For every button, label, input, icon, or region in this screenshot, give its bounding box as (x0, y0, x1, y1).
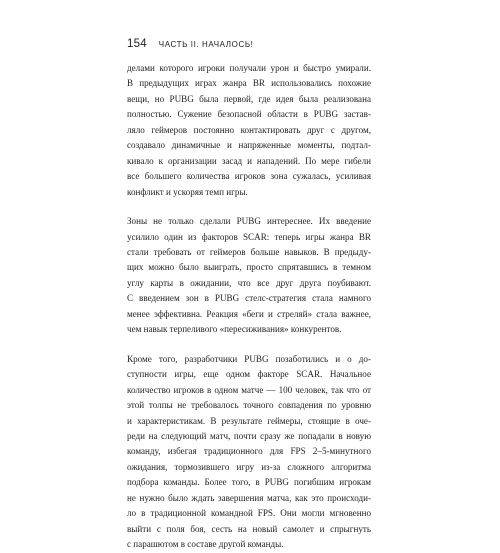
text-line: щих можно было выиграть, просто спрятавшись в темном (127, 262, 371, 273)
text-line: команду, избегая традиционного для FPS 2–5-минутного (127, 446, 371, 457)
text-line: менее эффективна. Реакция «беги и стреляй» стала важнее, (127, 308, 371, 319)
paragraph-2 (127, 214, 371, 338)
text-line: ступности игры, еще одном факторе SCAR. Начальное (127, 369, 371, 380)
text-line: С введением зон в PUBG стелс-стратегия стала намного (127, 293, 371, 304)
section-title: ЧАСТЬ II. НАЧАЛОСЬ! (158, 40, 254, 49)
text-line: реди на следующий матч, почти сразу же попадали в новую (127, 430, 371, 441)
text-line: вещи, но PUBG была первой, где идея была реализована (127, 93, 371, 104)
text-line: ляло геймеров постоянно контактировать друг с другом, (127, 124, 371, 135)
text-line: конфликт и ускоряя темп игры. (127, 186, 248, 197)
text-line: Зоны не только сделали PUBG интереснее. Их введение (127, 216, 371, 227)
text-line: углу карты в ожидании, что все друг друга поубивают. (127, 277, 371, 288)
body-text (127, 61, 371, 553)
text-line: не нужно было ждать завершения матча, как это происходи- (127, 492, 371, 503)
text-line: этой толпы не требовалось точного совпадения по уровню (127, 400, 371, 411)
text-line: количество игроков в одном матче — 100 человек, так что от (127, 384, 371, 395)
page-number: 154 (127, 38, 147, 50)
text-line: усилило один из факторов SCAR: теперь игры жанра BR (127, 231, 371, 242)
text-line: выйти с поля боя, сесть на новый самолет и спрыгнуть (127, 523, 371, 534)
text-line: создавало динамичные и напряженные моменты, подтал- (127, 140, 371, 151)
text-line: стали требовать от геймеров больше навыков. В предыду- (127, 246, 371, 257)
text-line: подбора команды. Более того, в PUBG погибшим игрокам (127, 477, 371, 488)
text-line: чем навык терпеливого «пересиживания» конкурентов. (127, 324, 342, 335)
paragraph-1 (127, 61, 371, 200)
text-line: с парашютом в составе другой команды. (127, 539, 284, 550)
text-line: Кроме того, разработчики PUBG позаботились и о до- (127, 353, 371, 364)
paragraph-3 (127, 352, 371, 553)
text-line: кивало к организации засад и нападений. По мере гибели (127, 155, 371, 166)
text-line: ло в традиционной командной FPS. Они могли мгновенно (127, 508, 371, 519)
text-line: ожидания, тормозившего игру из-за сложного алгоритма (127, 461, 371, 472)
running-head (127, 38, 254, 50)
text-line: и характеристикам. В результате геймеры, стоящие в оче- (127, 415, 371, 426)
text-line: делами которого игроки получали урон и быстро умирали. (127, 63, 371, 73)
text-line: полностью. Сужение безопасной области в PUBG застав- (127, 109, 371, 120)
text-line: В предыдущих играх жанра BR использовались похожие (127, 78, 371, 89)
text-line: все большего количества игроков зона сужалась, усиливая (127, 171, 371, 182)
